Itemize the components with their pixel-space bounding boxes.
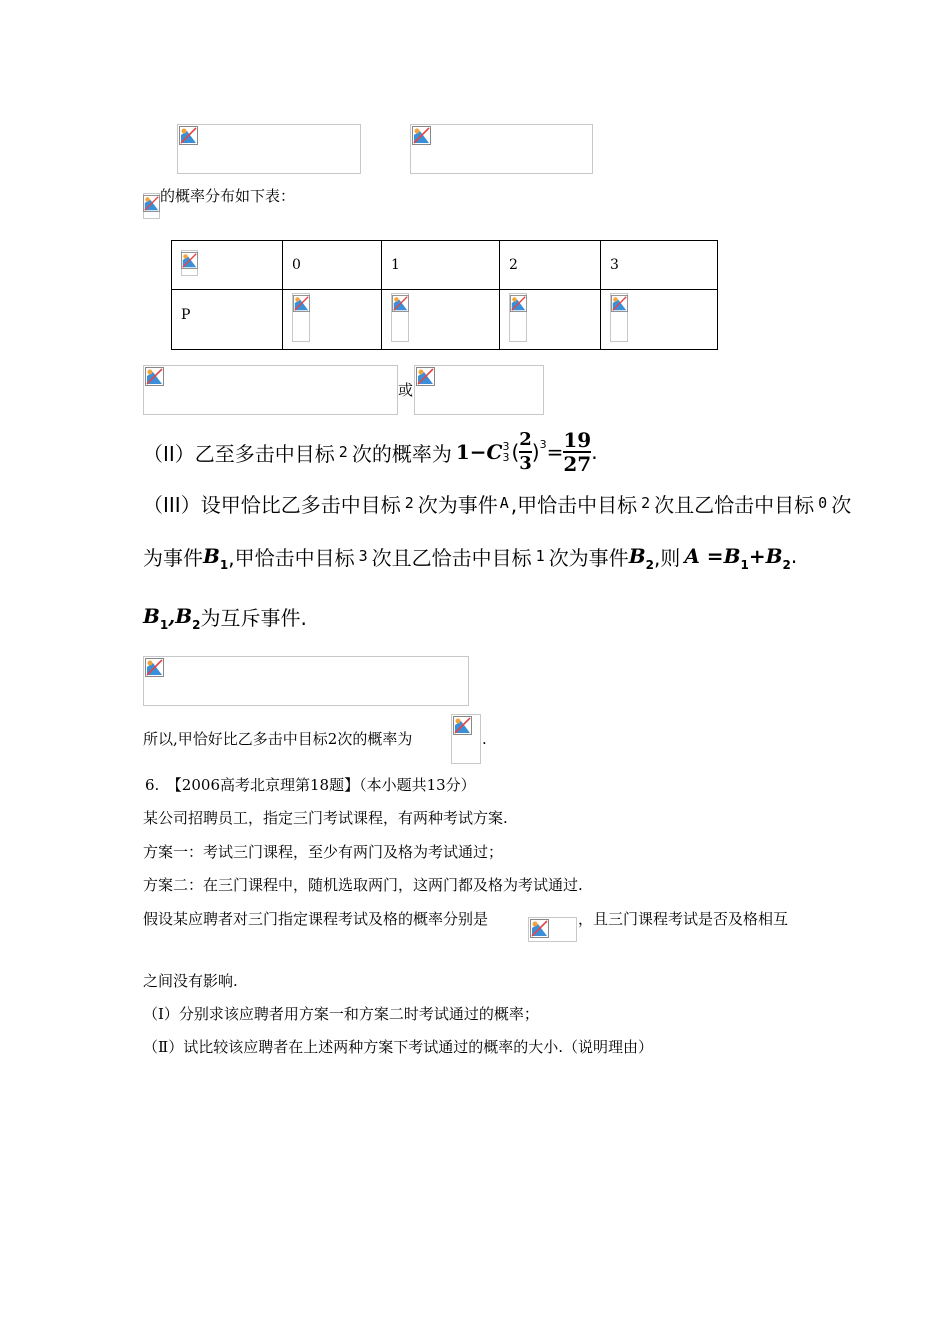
frac-num: 19 xyxy=(563,428,592,452)
part3-text: ,则 xyxy=(653,545,681,570)
q6-part-2: （Ⅱ）试比较该应聘者在上述两种方案下考试通过的概率的大小.（说明理由） xyxy=(143,1038,653,1056)
conclusion-period: . xyxy=(482,730,487,748)
formula-image-5 xyxy=(143,656,469,706)
probability-image xyxy=(391,293,409,342)
part3-num: 1 xyxy=(535,547,545,565)
math-sub: 2 xyxy=(192,618,201,632)
formula-image-3 xyxy=(143,365,398,415)
table-prob-cell xyxy=(283,290,382,350)
math-a-eq: A = xyxy=(684,544,724,568)
math-sub: 2 xyxy=(782,558,791,572)
broken-image-icon xyxy=(453,716,472,735)
part3-num: 2 xyxy=(404,494,414,512)
math-plus: + xyxy=(748,544,766,568)
probability-image xyxy=(292,293,310,342)
answer-image xyxy=(451,714,481,764)
part3-num: 2 xyxy=(641,494,651,512)
broken-image-icon xyxy=(392,295,409,312)
broken-image-icon xyxy=(145,658,164,677)
probability-image xyxy=(509,293,527,342)
math-eq: = xyxy=(546,440,564,464)
broken-image-icon xyxy=(179,126,198,145)
part2-tail: 次的概率为 xyxy=(351,441,452,466)
variable-image xyxy=(143,193,160,219)
part3-text: 次且乙恰击中目标 xyxy=(371,545,532,570)
math-sub: 2 xyxy=(645,558,654,572)
part3-line-3 xyxy=(143,600,307,632)
q6-line-5: 之间没有影响. xyxy=(143,972,238,990)
frac-den: 27 xyxy=(563,452,592,476)
math-c-scripts xyxy=(502,441,509,463)
formula-image-4 xyxy=(414,365,544,415)
math-pow: 3 xyxy=(539,438,547,451)
broken-image-icon xyxy=(611,295,628,312)
q6-line-1: 某公司招聘员工，指定三门考试课程，有两种考试方案. xyxy=(143,809,508,827)
table-header-row xyxy=(172,241,718,290)
table-probability-row xyxy=(172,290,718,350)
distribution-table xyxy=(171,240,718,350)
broken-image-icon xyxy=(143,195,160,212)
table-header-cell: 0 xyxy=(283,241,382,290)
probability-image xyxy=(610,293,628,342)
table-prob-cell xyxy=(500,290,601,350)
table-header-cell: 2 xyxy=(500,241,601,290)
q6-line-3: 方案二：在三门课程中，随机选取两门，这两门都及格为考试通过. xyxy=(143,876,583,894)
frac-den: 3 xyxy=(519,453,532,474)
table-header-cell: 1 xyxy=(382,241,500,290)
math-b: B xyxy=(723,544,741,568)
broken-image-icon xyxy=(530,919,549,938)
table-row-label: P xyxy=(172,290,283,350)
q6-title: 6. 【2006高考北京理第18题】（本小题共13分） xyxy=(145,776,476,794)
part3-text: ,甲恰击中目标 xyxy=(510,492,638,517)
broken-image-icon xyxy=(293,295,310,312)
math-b: B xyxy=(765,544,783,568)
math-sub: 1 xyxy=(740,558,749,572)
part3-period: . xyxy=(790,544,798,568)
part3-text: 次为事件 xyxy=(548,545,629,570)
math-b: B xyxy=(175,604,193,628)
part3-text: 次 xyxy=(831,492,852,517)
part2-label: （II）乙至多击中目标 xyxy=(143,441,335,466)
math-b: B xyxy=(628,544,646,568)
q6-line-2: 方案一：考试三门课程，至少有两门及格为考试通过； xyxy=(143,843,504,861)
part3-text: ,甲恰击中目标 xyxy=(228,545,355,570)
math-sub: 1 xyxy=(219,558,229,572)
table-cell-variable xyxy=(172,241,283,290)
part3-line-1 xyxy=(143,489,851,517)
math-fraction-19-27 xyxy=(563,429,591,475)
part3-num: 0 xyxy=(818,494,828,512)
q6-part-1: （Ⅰ）分别求该应聘者用方案一和方案二时考试通过的概率； xyxy=(143,1005,539,1023)
math-one-minus: 1− xyxy=(455,440,487,464)
formula-image-1 xyxy=(177,124,361,174)
part3-text: 为互斥事件. xyxy=(200,605,307,630)
math-paren-right: ) xyxy=(531,440,540,464)
math-fraction-2-3 xyxy=(519,429,532,475)
math-b: B xyxy=(203,544,220,568)
conclusion-text: 所以,甲恰好比乙多击中目标2次的概率为 xyxy=(143,730,413,748)
broken-image-icon xyxy=(145,367,164,386)
math-sub: 1 xyxy=(159,618,169,632)
frac-num: 2 xyxy=(519,429,532,453)
math-paren-left: ( xyxy=(511,440,520,464)
q6-line-4a: 假设某应聘者对三门指定课程考试及格的概率分别是 xyxy=(143,910,489,928)
distribution-intro: 的概率分布如下表： xyxy=(160,187,296,205)
part2-num: 2 xyxy=(338,443,348,461)
math-b: B xyxy=(143,604,160,628)
broken-image-icon xyxy=(416,367,435,386)
part3-num: 3 xyxy=(358,547,368,565)
table-prob-cell xyxy=(601,290,718,350)
math-c-sup: 3 xyxy=(502,440,510,453)
part3-text: 次且乙恰击中目标 xyxy=(654,492,815,517)
broken-image-icon xyxy=(510,295,527,312)
math-comma: , xyxy=(168,604,176,628)
probabilities-image xyxy=(528,917,577,942)
broken-image-icon xyxy=(412,126,431,145)
broken-image-icon xyxy=(181,252,198,269)
variable-image xyxy=(181,250,198,276)
math-c: C xyxy=(486,440,503,464)
part3-text: 为事件 xyxy=(143,545,203,570)
table-header-cell: 3 xyxy=(601,241,718,290)
part3-text: 次为事件 xyxy=(417,492,498,517)
part3-text: （III）设甲恰比乙多击中目标 xyxy=(143,492,401,517)
part3-line-2 xyxy=(143,540,797,572)
event-a: A xyxy=(499,494,509,512)
formula-image-2 xyxy=(410,124,593,174)
part2-period: . xyxy=(591,440,598,464)
q6-line-4b: ，且三门课程考试是否及格相互 xyxy=(578,910,789,928)
math-c-sub: 3 xyxy=(502,451,510,464)
table-prob-cell xyxy=(382,290,500,350)
or-word: 或 xyxy=(398,381,414,399)
part2-line xyxy=(143,428,598,476)
